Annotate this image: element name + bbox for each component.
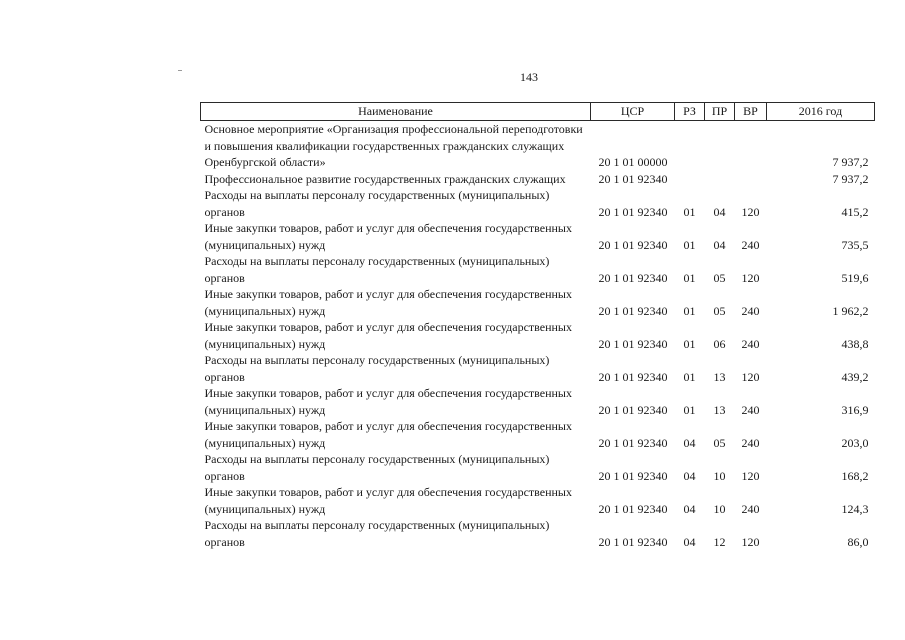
row-rz-code: 01 <box>683 270 696 285</box>
row-vr-code: 240 <box>741 501 760 516</box>
row-rz-code: 01 <box>683 303 696 318</box>
row-rz-code: 01 <box>683 402 696 417</box>
row-csr-code: 20 1 01 92340 <box>598 534 668 549</box>
table-header <box>201 103 875 121</box>
header-name: Наименование <box>201 103 591 121</box>
table-row <box>201 171 875 188</box>
row-csr-code: 20 1 01 92340 <box>598 501 668 516</box>
budget-table <box>200 102 875 550</box>
row-rz-code: 04 <box>683 501 696 516</box>
row-vr-code: 240 <box>741 402 760 417</box>
row-rz-code: 04 <box>683 435 696 450</box>
row-csr-code: 20 1 01 92340 <box>598 270 668 285</box>
row-pr-code: 04 <box>713 204 726 219</box>
row-rz-code <box>675 121 705 171</box>
row-vr-code: 120 <box>741 468 760 483</box>
table-row <box>201 286 875 319</box>
table-row <box>201 187 875 220</box>
row-pr-code: 10 <box>713 501 726 516</box>
row-amount: 203,0 <box>841 435 869 450</box>
row-name: Расходы на выплаты персоналу государственных (муниципальных) органов <box>204 518 550 549</box>
table-row <box>201 517 875 550</box>
row-vr-code: 240 <box>741 237 760 252</box>
row-csr-code: 20 1 01 92340 <box>598 303 668 318</box>
row-name: Иные закупки товаров, работ и услуг для обеспечения государственных (муниципальных) нужд <box>204 386 572 417</box>
row-amount: 519,6 <box>841 270 869 285</box>
row-rz-code: 01 <box>683 336 696 351</box>
header-row <box>201 103 875 121</box>
row-name: Иные закупки товаров, работ и услуг для обеспечения государственных (муниципальных) нужд <box>204 287 572 318</box>
row-csr-code: 20 1 01 92340 <box>598 402 668 417</box>
row-pr-code <box>705 121 735 171</box>
row-csr-code: 20 1 01 92340 <box>598 435 668 450</box>
row-amount: 124,3 <box>841 501 869 516</box>
row-amount: 415,2 <box>841 204 869 219</box>
header-csr: ЦСР <box>591 103 675 121</box>
row-amount: 1 962,2 <box>832 303 869 318</box>
row-rz-code: 01 <box>683 369 696 384</box>
row-pr-code: 06 <box>713 336 726 351</box>
table-row <box>201 121 875 171</box>
row-amount: 735,5 <box>841 237 869 252</box>
table-row <box>201 418 875 451</box>
row-csr-code: 20 1 01 92340 <box>598 468 668 483</box>
row-name: Расходы на выплаты персоналу государственных (муниципальных) органов <box>204 452 550 483</box>
row-csr-code: 20 1 01 92340 <box>598 369 668 384</box>
row-csr-code: 20 1 01 92340 <box>598 204 668 219</box>
row-vr-code: 120 <box>741 270 760 285</box>
row-name: Расходы на выплаты персоналу государственных (муниципальных) органов <box>204 353 550 384</box>
row-name: Иные закупки товаров, работ и услуг для обеспечения государственных (муниципальных) нужд <box>204 419 572 450</box>
row-csr-code: 20 1 01 00000 <box>598 155 668 169</box>
row-csr-code: 20 1 01 92340 <box>598 336 668 351</box>
row-name: Расходы на выплаты персоналу государственных (муниципальных) органов <box>204 188 550 219</box>
row-csr-code: 20 1 01 92340 <box>598 171 668 186</box>
row-amount: 439,2 <box>841 369 869 384</box>
row-vr-code: 240 <box>741 303 760 318</box>
row-rz-code: 04 <box>683 534 696 549</box>
row-amount: 86,0 <box>847 534 869 549</box>
row-vr-code: 120 <box>741 369 760 384</box>
row-vr-code <box>735 121 767 171</box>
row-amount: 438,8 <box>841 336 869 351</box>
table-row <box>201 385 875 418</box>
row-rz-code <box>675 171 705 188</box>
row-pr-code <box>705 171 735 188</box>
row-amount: 7 937,2 <box>832 171 869 186</box>
row-vr-code <box>735 171 767 188</box>
row-amount: 316,9 <box>841 402 869 417</box>
table-row <box>201 253 875 286</box>
row-name: Иные закупки товаров, работ и услуг для обеспечения государственных (муниципальных) нужд <box>204 320 572 351</box>
row-vr-code: 240 <box>741 435 760 450</box>
header-vr: ВР <box>735 103 767 121</box>
header-pr: ПР <box>705 103 735 121</box>
header-year: 2016 год <box>767 103 875 121</box>
row-amount: 7 937,2 <box>832 155 869 169</box>
row-pr-code: 05 <box>713 270 726 285</box>
table-row <box>201 484 875 517</box>
row-name: Основное мероприятие «Организация профессиональной переподготовки и повышения квалификации государственных гражданских служащих Оренбургской области» <box>204 122 583 169</box>
row-vr-code: 120 <box>741 534 760 549</box>
row-vr-code: 240 <box>741 336 760 351</box>
row-pr-code: 13 <box>713 369 726 384</box>
table-body <box>201 121 875 551</box>
row-pr-code: 10 <box>713 468 726 483</box>
row-name: Иные закупки товаров, работ и услуг для обеспечения государственных (муниципальных) нужд <box>204 221 572 252</box>
row-name: Расходы на выплаты персоналу государственных (муниципальных) органов <box>204 254 550 285</box>
row-rz-code: 04 <box>683 468 696 483</box>
row-vr-code: 120 <box>741 204 760 219</box>
header-rz: РЗ <box>675 103 705 121</box>
row-rz-code: 01 <box>683 237 696 252</box>
row-pr-code: 13 <box>713 402 726 417</box>
table-row <box>201 352 875 385</box>
table-row <box>201 220 875 253</box>
row-amount: 168,2 <box>841 468 869 483</box>
page-number: 143 <box>520 70 538 84</box>
row-csr-code: 20 1 01 92340 <box>598 237 668 252</box>
row-pr-code: 05 <box>713 303 726 318</box>
row-rz-code: 01 <box>683 204 696 219</box>
row-pr-code: 12 <box>713 534 726 549</box>
row-pr-code: 05 <box>713 435 726 450</box>
table-row <box>201 451 875 484</box>
row-name: Профессиональное развитие государственных гражданских служащих <box>204 171 566 186</box>
table-row <box>201 319 875 352</box>
row-pr-code: 04 <box>713 237 726 252</box>
row-name: Иные закупки товаров, работ и услуг для обеспечения государственных (муниципальных) нужд <box>204 485 572 516</box>
